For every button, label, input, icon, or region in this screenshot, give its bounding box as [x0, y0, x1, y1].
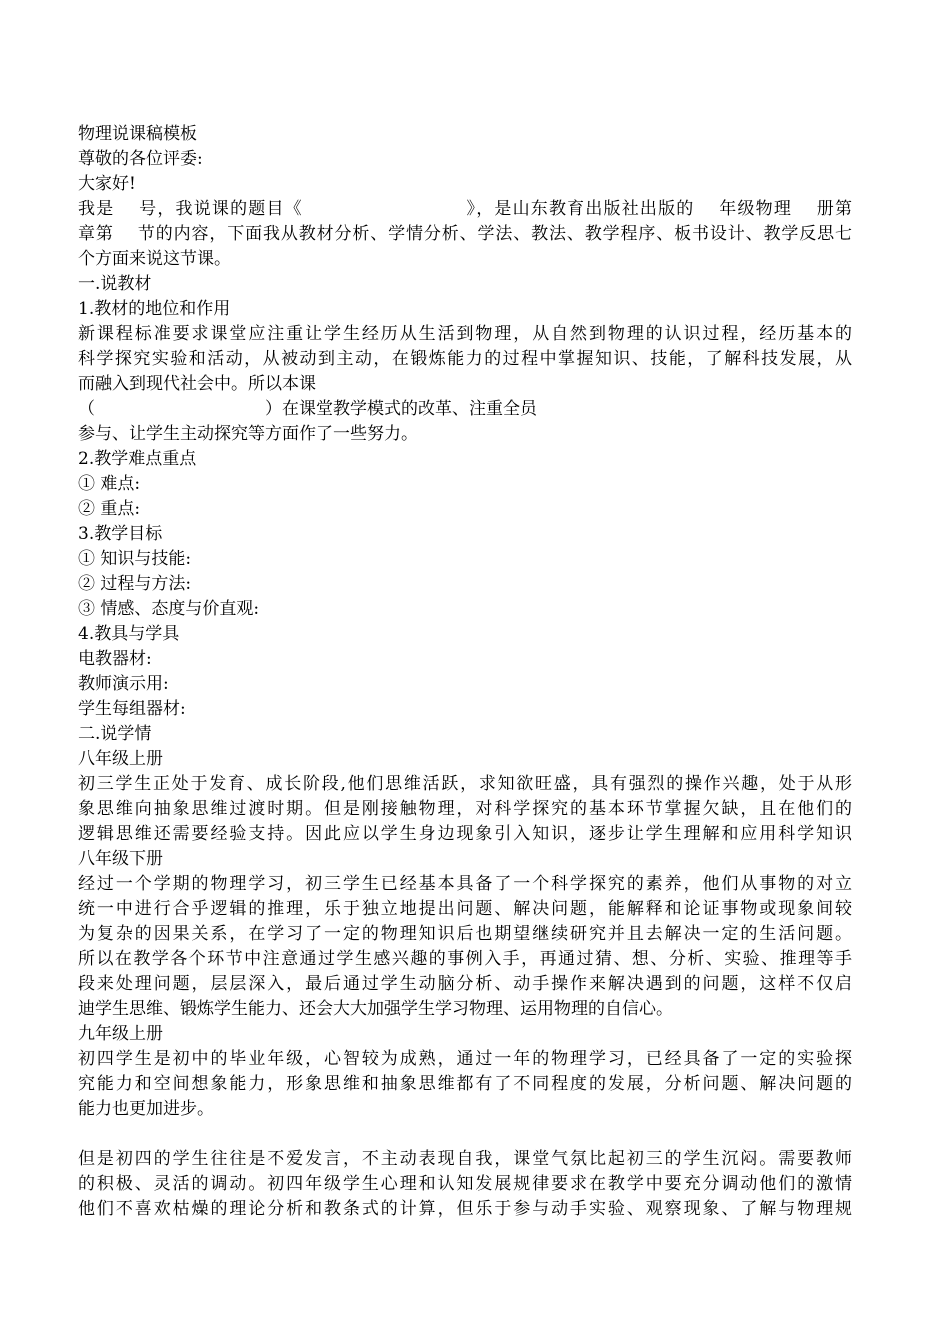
paragraph-line: 新课程标准要求课堂应注重让学生经历从生活到物理，从自然到物理的认识过程，经历基本的 — [78, 324, 852, 344]
list-item: ③ 情感、态度与价直观: — [78, 599, 260, 619]
subsection-heading: 1.教材的地位和作用 — [78, 299, 231, 319]
document-page — [78, 122, 852, 1222]
section-heading: 一.说教材 — [78, 274, 152, 294]
list-item: 学生每组器材: — [78, 699, 186, 719]
subsection-heading: 4.教具与学具 — [78, 624, 180, 644]
paragraph-line: 能力也更加进步。 — [78, 1099, 214, 1119]
list-item: ① 难点: — [78, 474, 141, 494]
paragraph-line: 象思维向抽象思维过渡时期。但是刚接触物理，对科学探究的基本环节掌握欠缺，且在他们的 — [78, 799, 852, 819]
subsection-heading: 八年级上册 — [78, 749, 163, 769]
intro-line: 个方面来说这节课。 — [78, 249, 231, 269]
blank-line — [78, 1122, 852, 1147]
paragraph-line: 而融入到现代社会中。所以本课 — [78, 374, 316, 394]
list-item: 电教器材: — [78, 649, 152, 669]
greeting: 尊敬的各位评委: — [78, 149, 203, 169]
subsection-heading: 3.教学目标 — [78, 524, 163, 544]
hello: 大家好! — [78, 174, 136, 194]
paragraph-line: 初三学生正处于发育、成长阶段,他们思维活跃，求知欲旺盛，具有强烈的操作兴趣，处于从形 — [78, 774, 852, 794]
paragraph-line: （ ）在课堂教学模式的改革、注重全员 — [78, 399, 537, 419]
paragraph-line: 他们不喜欢枯燥的理论分析和教条式的计算，但乐于参与动手实验、观察现象、了解与物理规 — [78, 1199, 852, 1219]
intro-line: 章第 节的内容，下面我从教材分析、学情分析、学法、教法、教学程序、板书设计、教学反思七 — [78, 224, 852, 244]
paragraph-line: 为复杂的因果关系，在学习了一定的物理知识后也期望继续研究并且去解决一定的生活问题。 — [78, 924, 852, 944]
paragraph-line: 参与、让学生主动探究等方面作了一些努力。 — [78, 424, 418, 444]
document-title: 物理说课稿模板 — [78, 124, 197, 144]
paragraph-line: 初四学生是初中的毕业年级，心智较为成熟，通过一年的物理学习，已经具备了一定的实验探 — [78, 1049, 852, 1069]
intro-line: 我是 号，我说课的题目《 》，是山东教育出版社出版的 年级物理 册第 — [78, 199, 852, 219]
subsection-heading: 九年级上册 — [78, 1024, 163, 1044]
section-heading: 二.说学情 — [78, 724, 152, 744]
subsection-heading: 八年级下册 — [78, 849, 163, 869]
paragraph-line: 但是初四的学生往往是不爱发言，不主动表现自我，课堂气氛比起初三的学生沉闷。需要教师 — [78, 1149, 852, 1169]
paragraph-line: 经过一个学期的物理学习，初三学生已经基本具备了一个科学探究的素养，他们从事物的对立 — [78, 874, 852, 894]
list-item: ① 知识与技能: — [78, 549, 192, 569]
list-item: ② 重点: — [78, 499, 141, 519]
paragraph-line: 逻辑思维还需要经验支持。因此应以学生身边现象引入知识，逐步让学生理解和应用科学知识 — [78, 824, 852, 844]
paragraph-line: 科学探究实验和活动，从被动到主动，在锻炼能力的过程中掌握知识、技能，了解科技发展，从 — [78, 349, 852, 369]
list-item: ② 过程与方法: — [78, 574, 192, 594]
paragraph-line: 迪学生思维、锻炼学生能力、还会大大加强学生学习物理、运用物理的自信心。 — [78, 999, 673, 1019]
paragraph-line: 统一中进行合乎逻辑的推理，乐于独立地提出问题、解决问题，能解释和论证事物或现象间较 — [78, 899, 852, 919]
paragraph-line: 段来处理问题，层层深入，最后通过学生动脑分析、动手操作来解决遇到的问题，这样不仅启 — [78, 974, 852, 994]
paragraph-line: 究能力和空间想象能力，形象思维和抽象思维都有了不同程度的发展，分析问题、解决问题的 — [78, 1074, 852, 1094]
paragraph-line: 的积极、灵活的调动。初四年级学生心理和认知发展规律要求在教学中要充分调动他们的激情 — [78, 1174, 852, 1194]
subsection-heading: 2.教学难点重点 — [78, 449, 197, 469]
list-item: 教师演示用: — [78, 674, 169, 694]
paragraph-line: 所以在教学各个环节中注意通过学生感兴趣的事例入手，再通过猜、想、分析、实验、推理等手 — [78, 949, 852, 969]
